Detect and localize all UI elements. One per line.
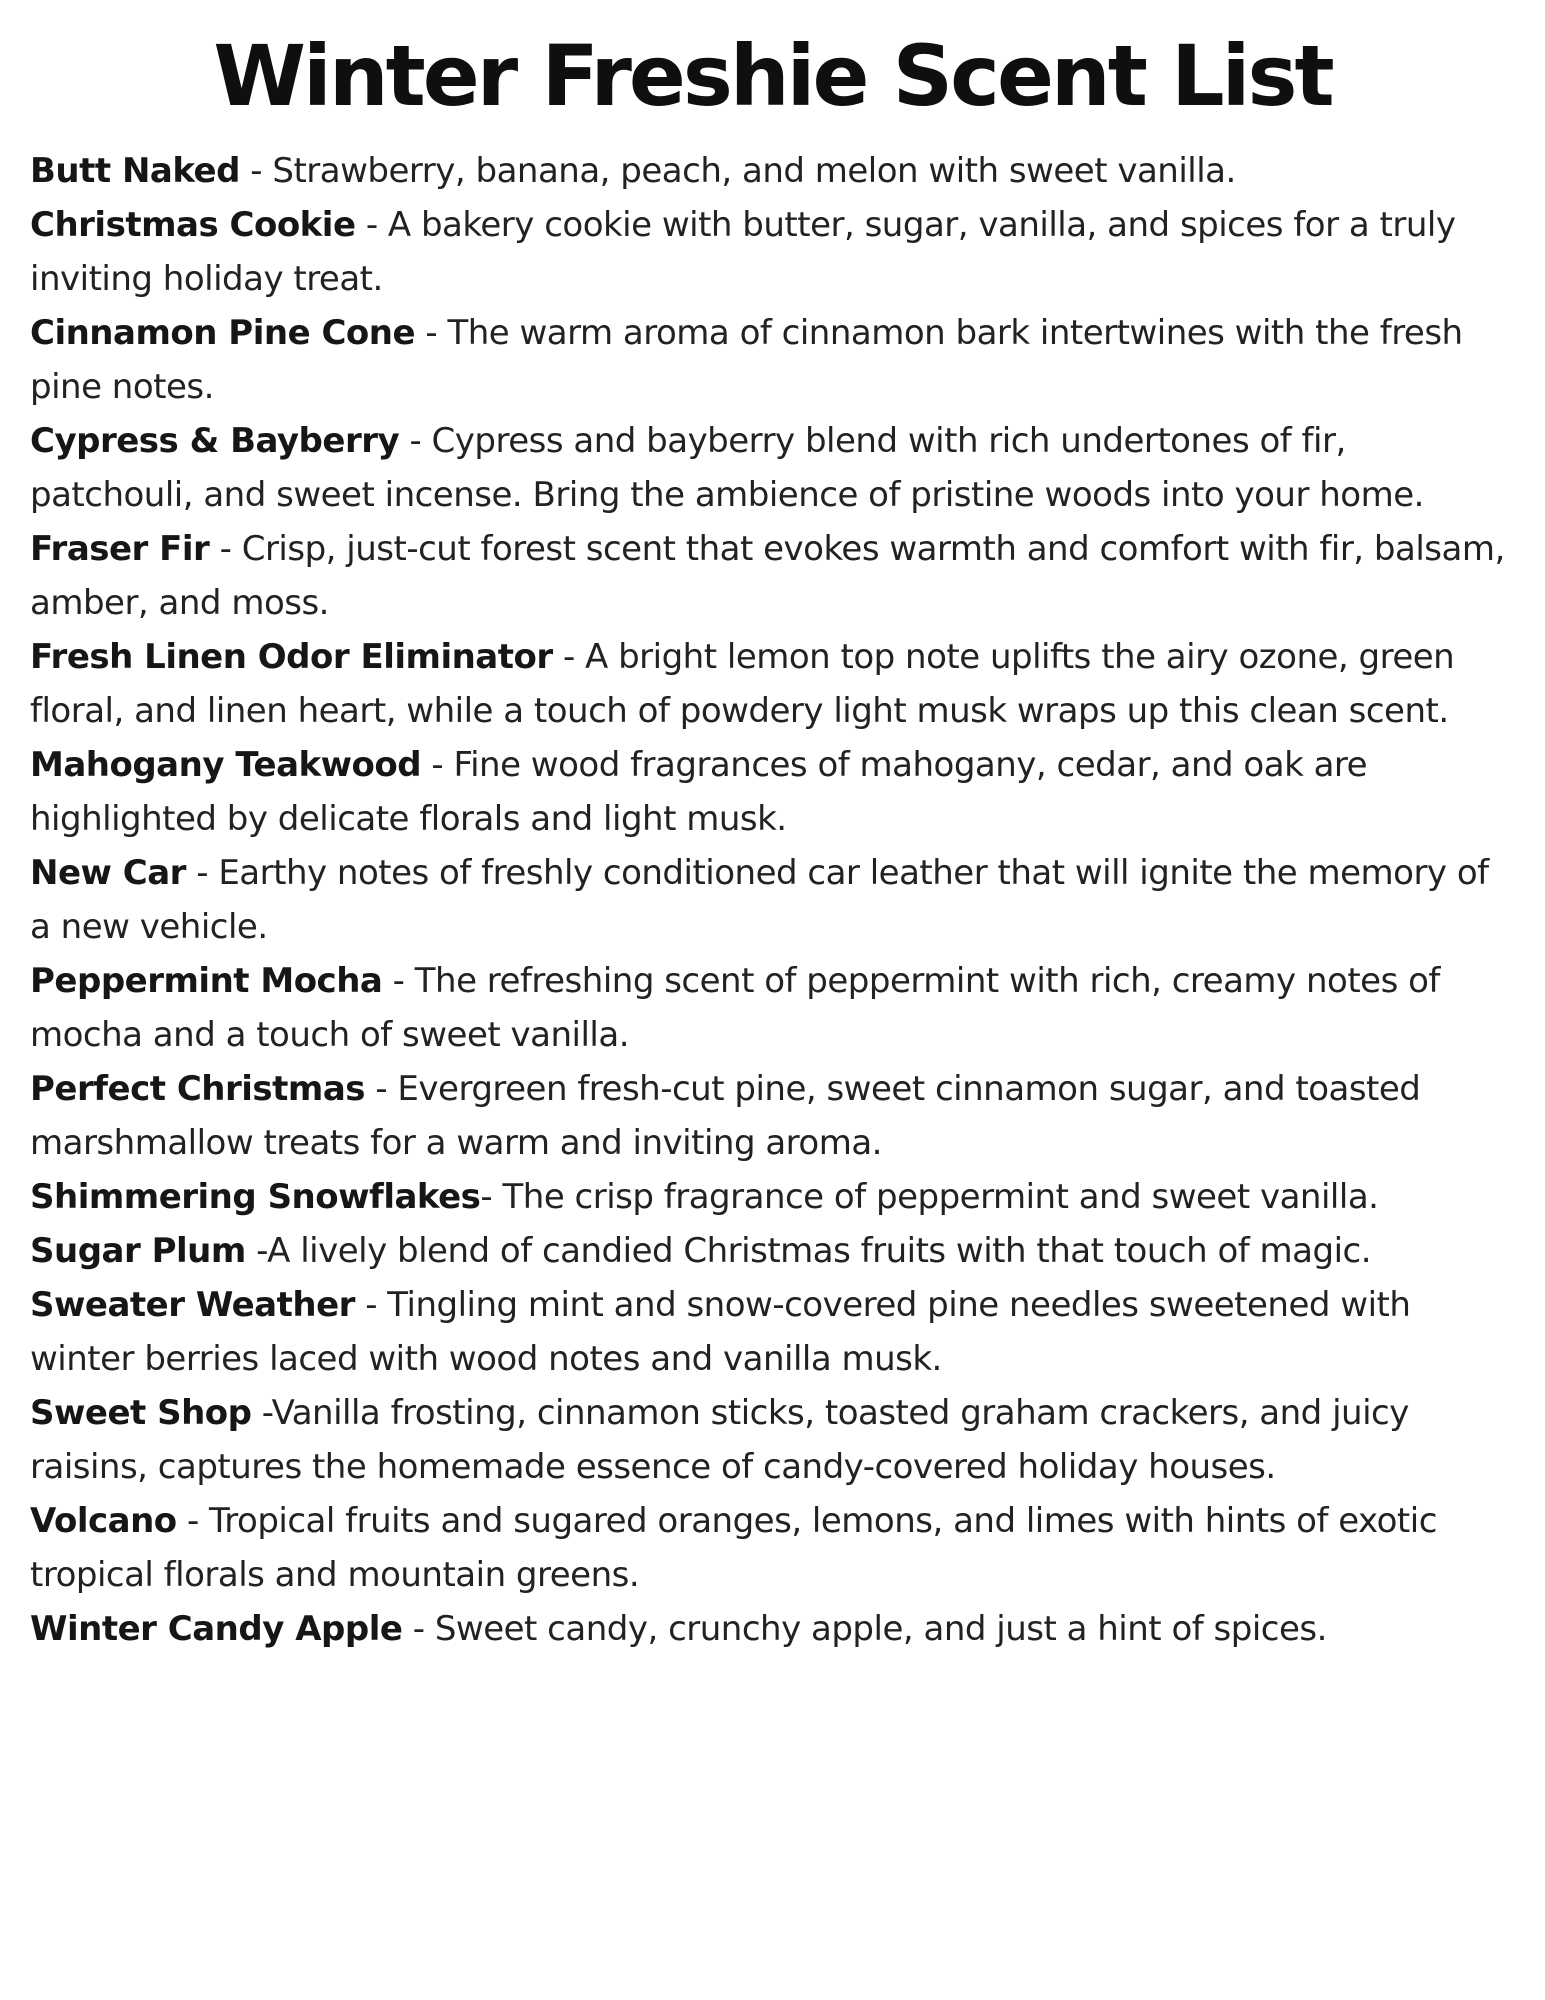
scent-entry (30, 630, 1515, 738)
scent-name: Fresh Linen Odor Eliminator (30, 637, 553, 677)
scent-separator: - (402, 1609, 435, 1649)
scent-separator: - (251, 1393, 272, 1433)
scent-entry (30, 522, 1515, 630)
scent-entry (30, 738, 1515, 846)
scent-name: Winter Candy Apple (30, 1609, 403, 1649)
scent-description: Cypress and bayberry blend with rich undertones of fir, patchouli, and sweet incense. Bring the ambience of pristine woods into your home. (30, 421, 1424, 515)
scent-name: Sweet Shop (30, 1393, 252, 1433)
scent-name: Peppermint Mocha (30, 961, 383, 1001)
scent-entry (30, 1062, 1515, 1170)
scent-description: Earthy notes of freshly conditioned car leather that will ignite the memory of a new vehicle. (30, 853, 1489, 947)
scent-name: Christmas Cookie (30, 205, 356, 245)
scent-entry (30, 1602, 1515, 1656)
scent-description: Sweet candy, crunchy apple, and just a hint of spices. (434, 1609, 1327, 1649)
scent-entry (30, 1224, 1515, 1278)
scent-description: Tingling mint and snow-covered pine needles sweetened with winter berries laced with wood notes and vanilla musk. (30, 1285, 1411, 1379)
scent-name: Sweater Weather (30, 1285, 355, 1325)
scent-separator: - (480, 1177, 503, 1217)
scent-separator: - (185, 853, 219, 893)
scent-entry (30, 1386, 1515, 1494)
scent-separator: - (382, 961, 415, 1001)
scent-entry (30, 306, 1515, 414)
scent-name: Cypress & Bayberry (30, 421, 400, 461)
scent-description: Crisp, just-cut forest scent that evokes warmth and comfort with fir, balsam, amber, and moss. (30, 529, 1505, 623)
scent-description: A lively blend of candied Christmas fruits with that touch of magic. (267, 1231, 1372, 1271)
scent-separator: - (239, 151, 273, 191)
scent-name: Butt Naked (30, 151, 240, 191)
scent-description: Evergreen fresh-cut pine, sweet cinnamon sugar, and toasted marshmallow treats for a warm and inviting aroma. (30, 1069, 1421, 1163)
scent-name: Volcano (30, 1501, 177, 1541)
scent-separator: - (365, 1069, 398, 1109)
scent-separator: - (399, 421, 432, 461)
scent-entry (30, 414, 1515, 522)
scent-separator: - (415, 313, 448, 353)
scent-name: Cinnamon Pine Cone (30, 313, 416, 353)
scent-entry (30, 1170, 1515, 1224)
scent-separator: - (245, 1231, 268, 1271)
page-title: Winter Freshie Scent List (213, 27, 1332, 125)
scent-name: New Car (30, 853, 186, 893)
scent-entry (30, 846, 1515, 954)
scent-description: Strawberry, banana, peach, and melon with sweet vanilla. (272, 151, 1236, 191)
scent-name: Sugar Plum (30, 1231, 246, 1271)
scent-separator: - (421, 745, 454, 785)
scent-entry (30, 1494, 1515, 1602)
scent-entry (30, 1278, 1515, 1386)
scent-name: Mahogany Teakwood (30, 745, 422, 785)
scent-description: The refreshing scent of peppermint with rich, creamy notes of mocha and a touch of sweet vanilla. (30, 961, 1440, 1055)
scent-separator: - (354, 1285, 388, 1325)
scent-separator: - (355, 205, 388, 245)
scent-entry (30, 144, 1515, 198)
scent-name: Fraser Fir (30, 529, 210, 569)
scent-description: The warm aroma of cinnamon bark intertwines with the fresh pine notes. (30, 313, 1463, 407)
scent-name: Shimmering Snowflakes (30, 1177, 481, 1217)
scent-separator: - (552, 637, 586, 677)
scent-description: A bright lemon top note uplifts the airy ozone, green floral, and linen heart, while a touch of powdery light musk wraps up this clean scent. (30, 637, 1455, 731)
scent-description: Fine wood fragrances of mahogany, cedar, and oak are highlighted by delicate florals and light musk. (30, 745, 1368, 839)
scent-separator: - (209, 529, 242, 569)
scent-description: Tropical fruits and sugared oranges, lemons, and limes with hints of exotic tropical florals and mountain greens. (30, 1501, 1437, 1595)
scent-description: The crisp fragrance of peppermint and sweet vanilla. (502, 1177, 1379, 1217)
scent-description: Vanilla frosting, cinnamon sticks, toasted graham crackers, and juicy raisins, captures the homemade essence of candy-covered holiday houses. (30, 1393, 1409, 1487)
scent-entry (30, 198, 1515, 306)
scent-description: A bakery cookie with butter, sugar, vanilla, and spices for a truly inviting holiday treat. (30, 205, 1456, 299)
scent-name: Perfect Christmas (30, 1069, 366, 1109)
scent-separator: - (176, 1501, 210, 1541)
scent-entry (30, 954, 1515, 1062)
scent-list (30, 144, 1515, 1656)
